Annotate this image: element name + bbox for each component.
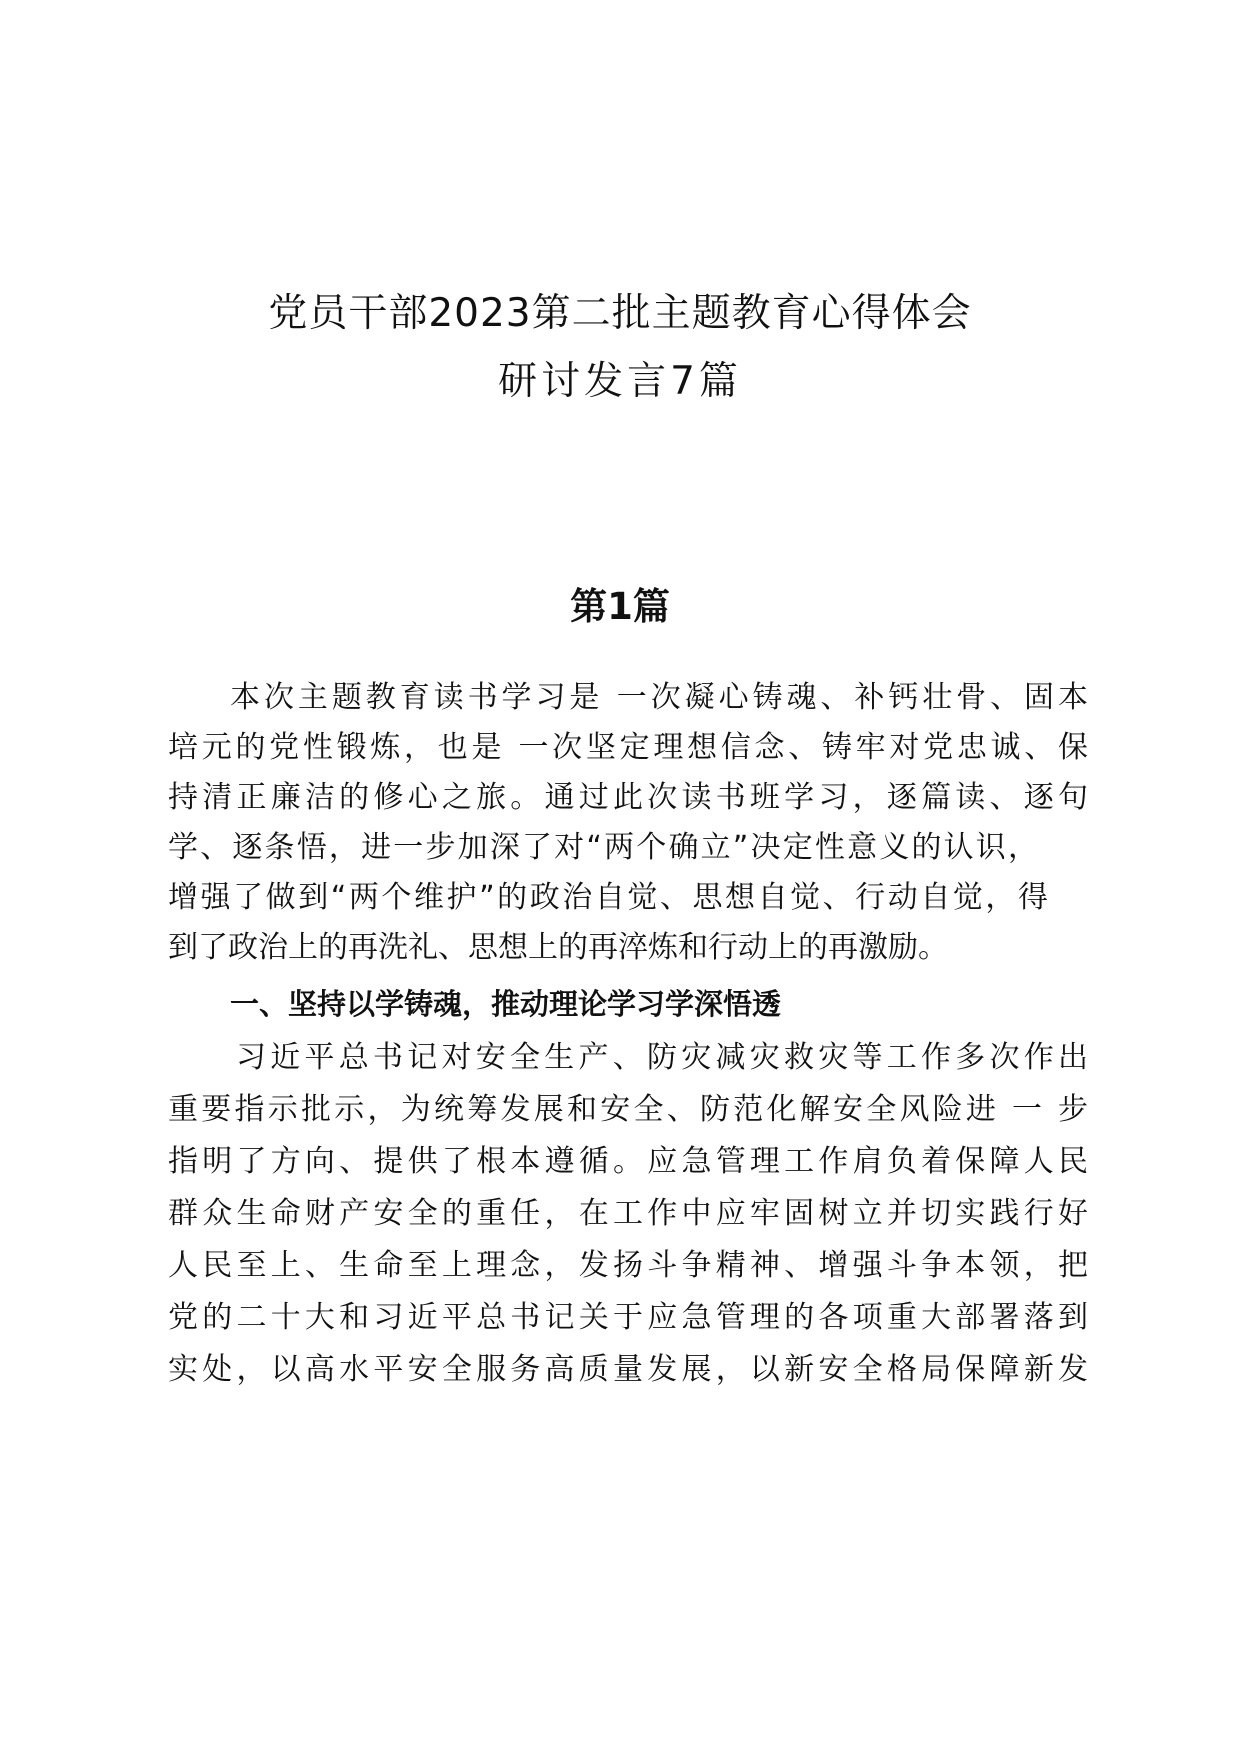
paragraph-1-line: 到了政治上的再洗礼、思想上的再淬炼和行动上的再激励。	[168, 930, 948, 965]
paragraph-2-line: 习近平总书记对安全生产、防灾减灾救灾等工作多次作出	[236, 1040, 1088, 1075]
paragraph-1-line: 本次主题教育读书学习是 一次凝心铸魂、补钙壮骨、固本	[230, 680, 1088, 715]
paragraph-1-line: 学、逐条悟，进一步加深了对“两个确立”决定性意义的认识，	[168, 830, 1038, 865]
paragraph-2-line: 群众生命财产安全的重任，在工作中应牢固树立并切实践行好	[168, 1196, 1088, 1231]
paragraph-2-line: 重要指示批示，为统筹发展和安全、防范化解安全风险进 一 步	[168, 1092, 1088, 1127]
paragraph-2-line: 党的二十大和习近平总书记关于应急管理的各项重大部署落到	[168, 1300, 1088, 1335]
paragraph-2-line: 人民至上、生命至上理念，发扬斗争精神、增强斗争本领，把	[168, 1248, 1088, 1283]
section-heading: 一、坚持以学铸魂，推动理论学习学深悟透	[230, 987, 782, 1021]
paragraph-1-line: 培元的党性锻炼，也是 一次坚定理想信念、铸牢对党忠诚、保	[168, 730, 1088, 765]
paragraph-2-line: 实处，以高水平安全服务高质量发展，以新安全格局保障新发	[168, 1352, 1088, 1387]
paragraph-2-line: 指明了方向、提供了根本遵循。应急管理工作肩负着保障人民	[168, 1144, 1088, 1179]
paragraph-1-line: 持清正廉洁的修心之旅。通过此次读书班学习，逐篇读、逐句	[168, 780, 1088, 815]
document-title-line-1: 党员干部2023第二批主题教育心得体会	[268, 291, 972, 336]
document-title-line-2: 研讨发言7篇	[498, 359, 742, 404]
article-heading: 第1篇	[570, 585, 670, 628]
paragraph-1-line: 增强了做到“两个维护”的政治自觉、思想自觉、行动自觉，得	[168, 880, 1048, 915]
